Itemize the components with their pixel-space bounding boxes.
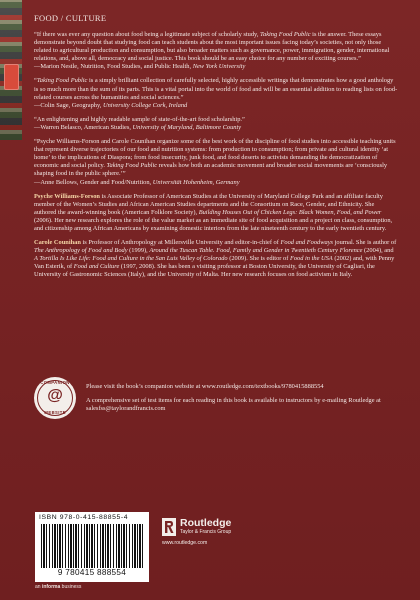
italic-text: New York University [192, 63, 246, 71]
category-label: FOOD / CULTURE [34, 13, 107, 23]
italic-text: The Anthropology of Food and Body [34, 247, 128, 255]
text-content [34, 31, 398, 286]
informa-suffix: business [60, 584, 82, 590]
text-segment: journal. She is author of [333, 239, 397, 247]
review-quote [34, 31, 398, 71]
review-attribution [34, 124, 398, 132]
publisher-group: Taylor & Francis Group [180, 529, 232, 535]
barcode-digits: 9 780415 888554 [57, 568, 127, 577]
protest-sign [4, 64, 19, 90]
companion-section [34, 377, 398, 455]
informa-prefix: an [35, 584, 42, 590]
text-segment: “Psyche Williams-Forson and Carole Counihan organize some of the best work of the discipline of food studies into accessible teaching units that represent diverse trajectories of our food and nutrition systems: from production to consumption; from private and cultural identity ‘at home’ to the implications of Diaspora; from food insecurity, junk food, and food deserts to activists demanding the democratization of economic and social policy. [34, 138, 396, 170]
italic-text: Food and Culture [73, 263, 120, 271]
italic-text: Food in the USA [289, 255, 333, 263]
italic-text: University of Maryland, Baltimore County [132, 123, 242, 131]
text-segment: (1999), [127, 247, 150, 255]
author-bio [34, 239, 398, 279]
text-segment: is Associate Professor of American Studies at the University of Maryland College Park and an affiliate faculty member of the Women’s Studies and African American Studies departments and the Consortium on Race, Gender, and Ethnicity. She authored the award-winning book (American Folklore Society), [34, 192, 383, 216]
italic-text: Taking Food Public [106, 162, 158, 170]
text-segment: (2009). She is editor of [227, 255, 290, 263]
italic-text: Universität Hohenheim, Germany [152, 178, 240, 186]
review-quote [34, 77, 398, 109]
text-segment: is Professor of Anthropology at Millersville University and editor-in-chief of [80, 239, 281, 247]
barcode-box [35, 512, 149, 582]
text-segment: (2002) and, with Penny Van Esterik, of [34, 255, 395, 271]
badge-top-text: COMPANION [40, 380, 70, 385]
text-segment: is the answer. These essays demonstrate beyond doubt that studying food can teach students about the most important issues facing today’s societies, not only those related to agricultural production and consumption, but also broader matters such as governance, power, immigration, gender, international relations, and, above all, democracy and social justice. This book should be an easy choice for any number of exciting courses.” [34, 31, 390, 63]
italic-text: University College Cork, Ireland [102, 101, 188, 109]
italic-text: Taking Food Public [36, 77, 88, 85]
author-bios [34, 193, 398, 280]
text-segment: (2004), and [362, 247, 394, 255]
routledge-mark-icon [162, 518, 176, 536]
quote-text [34, 77, 397, 100]
text-segment: —Marion Nestle, Nutrition, Food Studies, and Public Health, [34, 63, 193, 71]
routledge-logo [162, 518, 282, 558]
review-attribution [34, 63, 398, 71]
author-name: Carole Counihan [34, 239, 81, 247]
text-segment: is a simply brilliant collection of carefully selected, highly accessible writings that demonstrates how a good anthology is so much more than the sum of its parts. This is a vital portal into the world of food and will be an essential addition to reading lists on food-related courses across the humanities and social sciences.” [34, 77, 398, 101]
text-segment: “If there was ever any question about food being a legitimate subject of scholarly study, [34, 31, 261, 38]
companion-website-line: Please visit the book’s companion website at www.routledge.com/textbooks/9780415888554 [86, 383, 324, 390]
text-segment: (2006). Her new research explores the role of the value market as an immediate site of food acquisition and a project on class, consumption, and citizenship among African Americans by examining domestic interiors from the late nineteenth century to the early twentieth century. [34, 216, 393, 232]
review-attribution [34, 179, 398, 187]
author-name: Psyche Williams-Forson [34, 192, 100, 200]
italic-text: Food and Foodways [280, 239, 334, 247]
isbn-text: ISBN 978-0-415-88855-4 [39, 514, 129, 521]
text-segment: “An enlightening and highly readable sample of state-of-the-art food scholarship.” [34, 115, 245, 123]
publisher-url: www.routledge.com [162, 540, 208, 546]
informa-brand: informa [41, 584, 61, 590]
text-segment: (1997, 2008). She has been a visiting professor at Boston University, the University of Cagliari, the University of Gastronomic Sciences (Italy), and the University of Malta. Her new research focuses on food activism in Italy. [34, 263, 375, 279]
text-segment: —Anne Bellows, Gender and Food/Nutrition, [34, 178, 153, 186]
italic-text: Building Houses Out of Chicken Legs: Black Women, Food, and Power [198, 208, 382, 216]
cover-photo-strip [0, 0, 22, 140]
review-quote [34, 138, 398, 187]
italic-text: Around the Tuscan Table. Food, Family and Gender in Twentieth Century Florence [149, 247, 363, 255]
text-segment: reveals how both an academic movement and broader social movements are ‘consciously shaping food in the public sphere.’” [34, 162, 388, 178]
quote-text [34, 31, 389, 62]
reviews [34, 31, 398, 187]
author-bio [34, 193, 398, 233]
text-segment: —Warren Belasco, American Studies, [34, 123, 133, 131]
at-symbol-icon: @ [47, 387, 63, 404]
publisher-name: Routledge [180, 517, 232, 529]
review-quote [34, 116, 398, 132]
italic-text: A Tortilla Is Like Life: Food and Culture in the San Luis Valley of Colorado [34, 255, 228, 263]
informa-line [35, 584, 81, 590]
companion-website-badge [34, 377, 76, 419]
quote-text [34, 138, 396, 177]
italic-text: Taking Food Public [260, 31, 311, 38]
companion-text [86, 383, 398, 419]
badge-bottom-text: WEBSITE [44, 410, 66, 415]
text-segment: —Colin Sage, Geography, [34, 101, 103, 109]
test-items-line: A comprehensive set of test items for each reading in this book is available to instructors by e-mailing Routledge at salesfss@taylorandfrancis.com [86, 397, 381, 413]
text-segment: “ [34, 77, 37, 85]
review-attribution [34, 102, 398, 110]
barcode-icon [41, 524, 143, 568]
quote-text [34, 116, 245, 123]
